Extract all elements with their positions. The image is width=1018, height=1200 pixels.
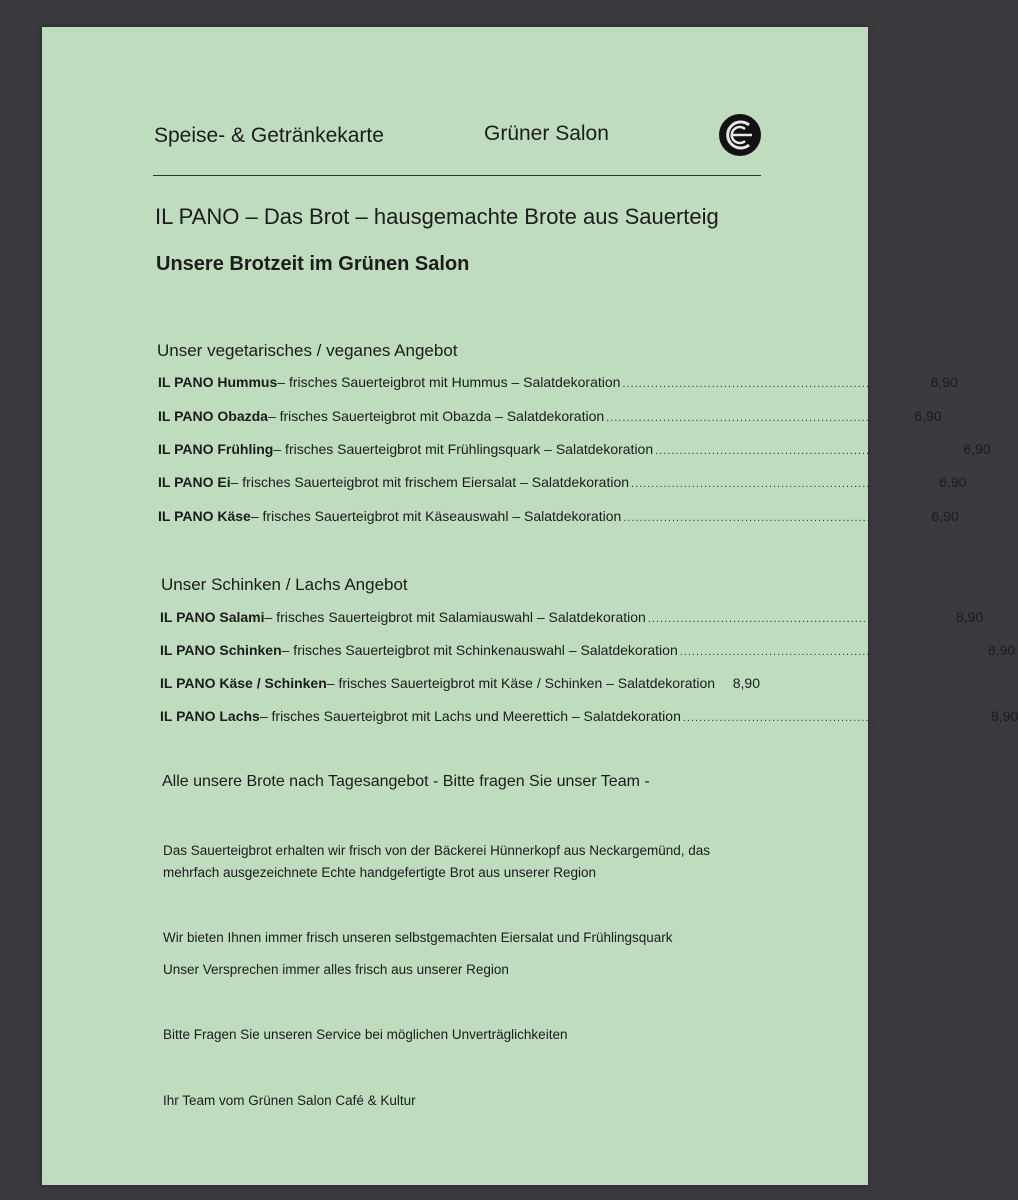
item-price: 6,90 (930, 374, 958, 390)
menu-item (160, 675, 760, 691)
item-price: 8,90 (955, 609, 984, 625)
item-price: 8,90 (991, 708, 1018, 724)
homemade-info: Wir bieten Ihnen immer frisch unseren selbstgemachten Eiersalat und Frühlingsquark (163, 930, 673, 945)
menu-item (158, 408, 942, 424)
item-description: – frisches Sauerteigbrot mit Frühlingsquark – Salatdekoration (273, 441, 654, 457)
item-name: IL PANO Käse / Schinken (160, 675, 327, 691)
leader-dots: .......................................................................... (647, 613, 948, 625)
team-signoff: Ihr Team vom Grünen Salon Café & Kultur (163, 1093, 416, 1108)
header-venue-name: Grüner Salon (484, 122, 609, 145)
allergy-note: Bitte Fragen Sie unseren Service bei möglichen Unverträglichkeiten (163, 1027, 568, 1042)
menu-card (42, 27, 1018, 1185)
menu-item (160, 708, 1018, 724)
leader-dots: .......................................................................... (655, 445, 956, 457)
item-name: IL PANO Hummus (158, 374, 278, 390)
item-name: IL PANO Obazda (158, 408, 268, 424)
bakery-info-line-2: mehrfach ausgezeichnete Echte handgefertigte Brot aus unserer Region (163, 865, 597, 880)
item-price: 6,90 (939, 474, 967, 490)
bakery-info-line-1: Das Sauerteigbrot erhalten wir frisch von der Bäckerei Hünnerkopf aus Neckargemünd, das (163, 843, 711, 858)
menu-item (158, 508, 959, 524)
leader-dots: .......................................................................... (679, 646, 980, 658)
menu-item (158, 441, 991, 457)
header-divider (153, 175, 761, 176)
item-description: – frisches Sauerteigbrot mit Salamiauswahl – Salatdekoration (264, 609, 646, 625)
leader-dots: .......................................................................... (606, 412, 907, 424)
page-title: IL PANO – Das Brot – hausgemachte Brote aus Sauerteig (155, 204, 719, 229)
item-description: – frisches Sauerteigbrot mit Käse / Schinken – Salatdekoration (326, 675, 716, 691)
item-price: 8,90 (732, 675, 760, 691)
leader-dots: .......................................................................... (682, 712, 984, 724)
item-description: – frisches Sauerteigbrot mit Hummus – Salatdekoration (277, 374, 621, 390)
item-price: 6,90 (931, 508, 959, 524)
item-description: – frisches Sauerteigbrot mit Schinkenauswahl – Salatdekoration (281, 642, 678, 658)
header-menu-title: Speise- & Getränkekarte (154, 124, 384, 147)
daily-offer-notice: Alle unsere Brote nach Tagesangebot - Bitte fragen Sie unser Team - (162, 773, 650, 790)
item-price: 8,90 (987, 642, 1016, 658)
item-name: IL PANO Salami (160, 609, 265, 625)
item-description: – frisches Sauerteigbrot mit frischem Eiersalat – Salatdekoration (230, 474, 630, 490)
item-price: 6,90 (914, 408, 942, 424)
item-description: – frisches Sauerteigbrot mit Obazda – Salatdekoration (267, 408, 605, 424)
gs-monogram-logo-icon (718, 113, 762, 157)
item-description: – frisches Sauerteigbrot mit Lachs und Meerettich – Salatdekoration (259, 708, 681, 724)
item-price: 6,90 (963, 441, 991, 457)
freshness-promise: Unser Versprechen immer alles frisch aus unserer Region (163, 962, 509, 977)
menu-item (160, 609, 984, 625)
section-heading-ham-salmon: Unser Schinken / Lachs Angebot (161, 575, 408, 594)
item-name: IL PANO Käse (158, 508, 251, 524)
item-name: IL PANO Frühling (158, 441, 274, 457)
menu-item (158, 374, 958, 390)
leader-dots: .......................................................................... (622, 378, 923, 390)
item-name: IL PANO Ei (158, 474, 231, 490)
menu-item (158, 474, 967, 490)
item-name: IL PANO Schinken (160, 642, 282, 658)
leader-dots: .......................................................................... (631, 478, 932, 490)
item-description: – frisches Sauerteigbrot mit Käseauswahl – Salatdekoration (250, 508, 622, 524)
leader-dots: .......................................................................... (623, 512, 924, 524)
menu-item (160, 642, 1016, 658)
section-heading-vegetarian: Unser vegetarisches / veganes Angebot (157, 341, 458, 360)
item-name: IL PANO Lachs (160, 708, 260, 724)
page-subtitle: Unsere Brotzeit im Grünen Salon (156, 253, 470, 275)
